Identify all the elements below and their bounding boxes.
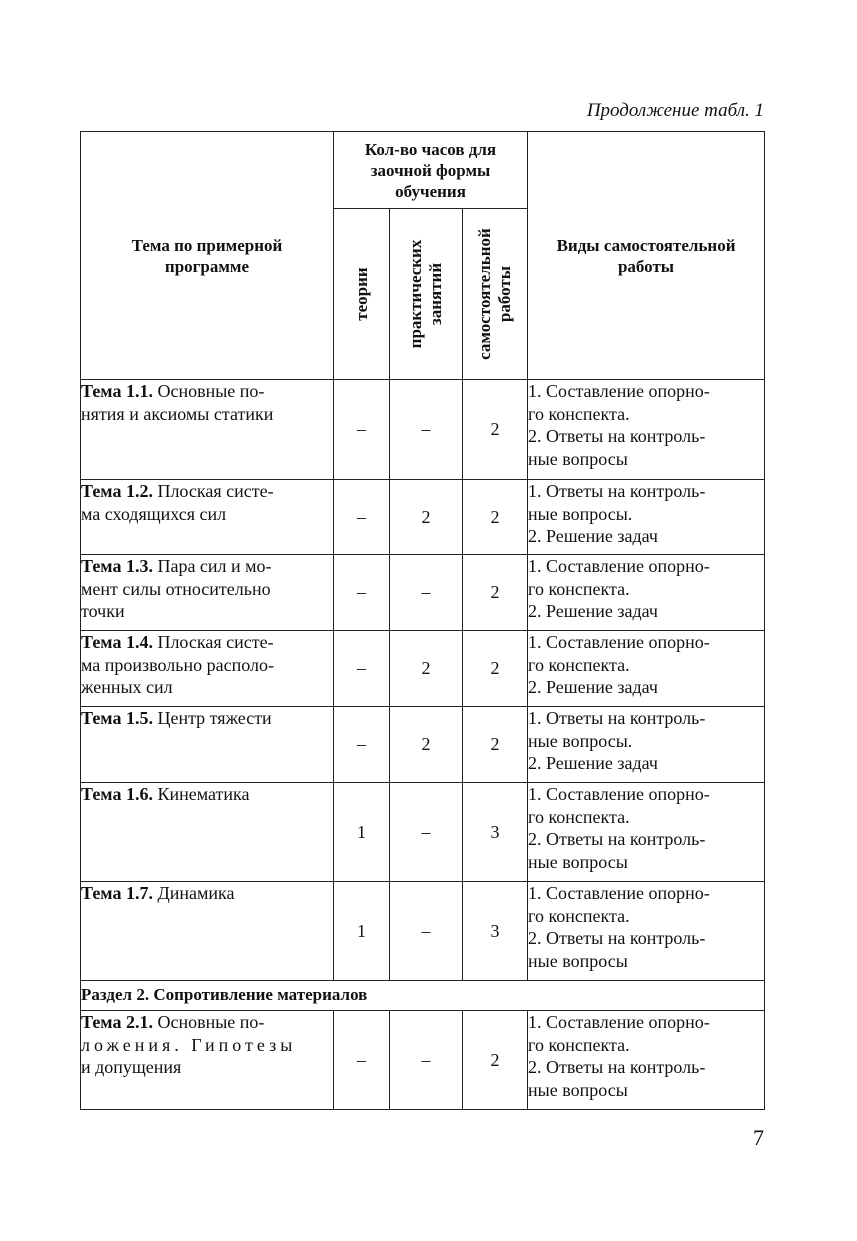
topic-cell: Тема 1.6. Кинематика [81,783,334,882]
practical-hours: – [390,1011,463,1110]
work-types-cell: 1. Составление опорно- го конспекта. 2. Ответы на контроль- ные вопросы [528,380,765,480]
work-types-cell: 1. Ответы на контроль- ные вопросы. 2. Решение задач [528,480,765,555]
header-practical: практических занятий [390,209,463,380]
header-theory: теории [334,209,390,380]
theory-hours: – [334,1011,390,1110]
theory-hours: – [334,707,390,783]
header-topic: Тема по примерной программе [81,132,334,380]
practical-hours: – [390,882,463,981]
independent-hours: 2 [463,480,528,555]
practical-hours: 2 [390,707,463,783]
work-types-cell: 1. Составление опорно- го конспекта. 2. Ответы на контроль- ные вопросы [528,882,765,981]
topic-cell: Тема 1.7. Динамика [81,882,334,981]
practical-hours: 2 [390,480,463,555]
table-row [81,555,765,631]
theory-hours: – [334,555,390,631]
topic-cell: Тема 2.1. Основные по- ложения. Гипотезы и допущения [81,1011,334,1110]
practical-hours: 2 [390,631,463,707]
topic-cell: Тема 1.1. Основные по- нятия и аксиомы статики [81,380,334,480]
topic-cell: Тема 1.2. Плоская систе- ма сходящихся сил [81,480,334,555]
header-independent: самостоятельной работы [463,209,528,380]
table-continuation-caption: Продолжение табл. 1 [586,100,764,121]
independent-hours: 2 [463,555,528,631]
header-hours-group: Кол-во часов для заочной формы обучения [334,132,528,209]
practical-hours: – [390,555,463,631]
work-types-cell: 1. Составление опорно- го конспекта. 2. Ответы на контроль- ные вопросы [528,1011,765,1110]
theory-hours: – [334,380,390,480]
independent-hours: 3 [463,783,528,882]
study-hours-table [80,131,765,1110]
section-row [81,981,765,1011]
theory-hours: 1 [334,783,390,882]
independent-hours: 2 [463,380,528,480]
topic-cell: Тема 1.5. Центр тяжести [81,707,334,783]
page-number: 7 [753,1125,764,1150]
table-row [81,631,765,707]
work-types-cell: 1. Составление опорно- го конспекта. 2. Ответы на контроль- ные вопросы [528,783,765,882]
table-row [81,783,765,882]
topic-cell: Тема 1.3. Пара сил и мо- мент силы относительно точки [81,555,334,631]
work-types-cell: 1. Составление опорно- го конспекта. 2. Решение задач [528,631,765,707]
independent-hours: 2 [463,1011,528,1110]
table-row [81,1011,765,1110]
table-row [81,707,765,783]
topic-cell: Тема 1.4. Плоская систе- ма произвольно располо- женных сил [81,631,334,707]
section-heading: Раздел 2. Сопротивление материалов [81,981,765,1011]
theory-hours: – [334,480,390,555]
table-row [81,480,765,555]
table-row [81,882,765,981]
theory-hours: 1 [334,882,390,981]
practical-hours: – [390,783,463,882]
practical-hours: – [390,380,463,480]
work-types-cell: 1. Составление опорно- го конспекта. 2. Решение задач [528,555,765,631]
table-row [81,380,765,480]
independent-hours: 3 [463,882,528,981]
work-types-cell: 1. Ответы на контроль- ные вопросы. 2. Решение задач [528,707,765,783]
theory-hours: – [334,631,390,707]
header-work-types: Виды самостоятельной работы [528,132,765,380]
independent-hours: 2 [463,707,528,783]
independent-hours: 2 [463,631,528,707]
